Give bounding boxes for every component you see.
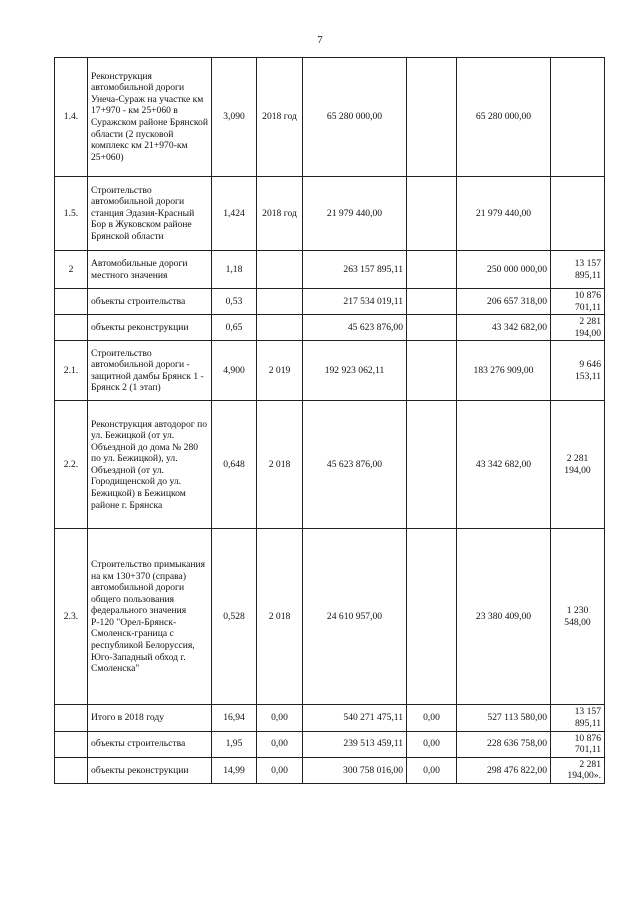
year: 0,00 [257,757,303,783]
table-row [55,705,605,731]
row-number: 2.2. [55,401,88,529]
local-amount: 2 281 194,00». [551,757,605,783]
length-km: 0,65 [212,315,257,341]
object-name: Итого в 2018 году [88,705,212,731]
local-amount: 1 230 548,00 [551,529,605,705]
federal-amount: 0,00 [407,757,457,783]
federal-amount [407,289,457,315]
table-row [55,529,605,705]
total-amount: 45 623 876,00 [303,401,407,529]
regional-amount: 43 342 682,00 [457,401,551,529]
total-amount: 540 271 475,11 [303,705,407,731]
row-number [55,289,88,315]
local-amount [551,177,605,251]
local-amount [551,58,605,177]
federal-amount [407,529,457,705]
object-name: Строительство примыкания на км 130+370 (справа) автомобильной дороги общего пользования федерального значения Р-120 "Орел-Брянск-Смоленск-граница с республикой Белоруссия, Юго-Западный обход г. Смоленска" [88,529,212,705]
length-km: 4,900 [212,341,257,401]
year [257,315,303,341]
federal-amount [407,401,457,529]
federal-amount: 0,00 [407,731,457,757]
page-number: 7 [317,34,323,46]
federal-amount: 0,00 [407,705,457,731]
length-km: 1,424 [212,177,257,251]
year: 0,00 [257,731,303,757]
table-row [55,401,605,529]
regional-amount: 298 476 822,00 [457,757,551,783]
object-name: Строительство автомобильной дороги - защитной дамбы Брянск 1 - Брянск 2 (1 этап) [88,341,212,401]
regional-amount: 228 636 758,00 [457,731,551,757]
year: 2018 год [257,177,303,251]
total-amount: 24 610 957,00 [303,529,407,705]
federal-amount [407,58,457,177]
length-km: 3,090 [212,58,257,177]
row-number [55,705,88,731]
row-number: 2.3. [55,529,88,705]
year: 2 019 [257,341,303,401]
year: 2 018 [257,401,303,529]
table-row [55,251,605,289]
federal-amount [407,341,457,401]
length-km: 14,99 [212,757,257,783]
total-amount: 217 534 019,11 [303,289,407,315]
length-km: 0,528 [212,529,257,705]
table-row [55,289,605,315]
row-number: 2.1. [55,341,88,401]
total-amount: 45 623 876,00 [303,315,407,341]
object-name: объекты реконструкции [88,757,212,783]
row-number: 1.4. [55,58,88,177]
year: 2018 год [257,58,303,177]
object-name: объекты реконструкции [88,315,212,341]
total-amount: 239 513 459,11 [303,731,407,757]
total-amount: 300 758 016,00 [303,757,407,783]
table-row [55,315,605,341]
object-name: объекты строительства [88,289,212,315]
row-number [55,757,88,783]
object-name: Строительство автомобильной дороги станция Эдазия-Красный Бор в Жуковском районе Брянской области [88,177,212,251]
length-km: 0,53 [212,289,257,315]
regional-amount: 206 657 318,00 [457,289,551,315]
regional-amount: 250 000 000,00 [457,251,551,289]
total-amount: 192 923 062,11 [303,341,407,401]
regional-amount: 183 276 909,00 [457,341,551,401]
table-row [55,341,605,401]
local-amount: 13 157 895,11 [551,705,605,731]
regional-amount: 21 979 440,00 [457,177,551,251]
object-name: Автомобильные дороги местного значения [88,251,212,289]
federal-amount [407,315,457,341]
object-name: Реконструкция автодорог по ул. Бежицкой (от ул. Объездной до дома № 280 по ул. Бежицкой), ул. Объездной (от ул. Городищенской до ул. Бежицкой) в Бежицком районе г. Брянска [88,401,212,529]
table-row [55,731,605,757]
total-amount: 65 280 000,00 [303,58,407,177]
row-number: 2 [55,251,88,289]
local-amount: 2 281 194,00 [551,401,605,529]
budget-table [54,57,605,784]
table-row [55,177,605,251]
object-name: объекты строительства [88,731,212,757]
table-row [55,757,605,783]
year [257,251,303,289]
local-amount: 10 876 701,11 [551,289,605,315]
row-number [55,731,88,757]
federal-amount [407,177,457,251]
length-km: 1,95 [212,731,257,757]
length-km: 0,648 [212,401,257,529]
length-km: 16,94 [212,705,257,731]
total-amount: 263 157 895,11 [303,251,407,289]
row-number [55,315,88,341]
local-amount: 13 157 895,11 [551,251,605,289]
row-number: 1.5. [55,177,88,251]
length-km: 1,18 [212,251,257,289]
year [257,289,303,315]
total-amount: 21 979 440,00 [303,177,407,251]
local-amount: 9 646 153,11 [551,341,605,401]
regional-amount: 23 380 409,00 [457,529,551,705]
year: 2 018 [257,529,303,705]
local-amount: 10 876 701,11 [551,731,605,757]
regional-amount: 527 113 580,00 [457,705,551,731]
federal-amount [407,251,457,289]
local-amount: 2 281 194,00 [551,315,605,341]
table-row [55,58,605,177]
regional-amount: 43 342 682,00 [457,315,551,341]
regional-amount: 65 280 000,00 [457,58,551,177]
year: 0,00 [257,705,303,731]
object-name: Реконструкция автомобильной дороги Унеча-Сураж на участке км 17+970 - км 25+060 в Суражском районе Брянской области (2 пусковой комплекс км 21+970-км 25+060) [88,58,212,177]
